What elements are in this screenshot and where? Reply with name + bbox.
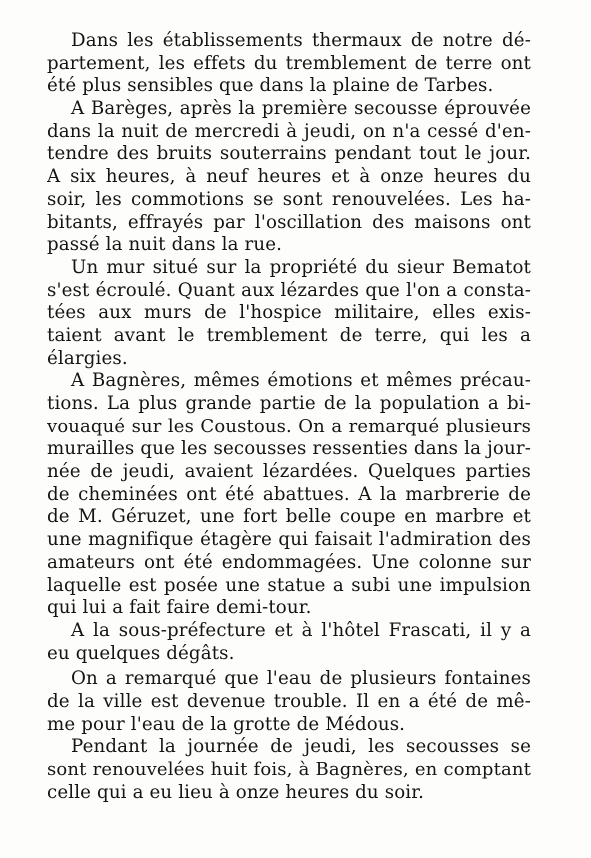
text-line: eu quelques dégâts. [47, 642, 235, 664]
text-line: laquelle est posée une statue a subi une impulsion [47, 574, 531, 596]
text-line: de la ville est devenue trouble. Il en a été de mê- [47, 690, 531, 712]
paragraph-bareges [47, 98, 531, 257]
text-line: A Barèges, après la première secousse éprouvée [71, 98, 531, 120]
text-line: tions. La plus grande partie de la population a bi- [47, 393, 531, 414]
text-line: été plus sensibles que dans la plaine de Tarbes. [47, 75, 494, 97]
paragraph-bagneres [47, 370, 531, 620]
text-line: Pendant la journée de jeudi, les secousses se [71, 736, 531, 758]
text-line: de cheminées ont été abattues. A la marbrerie de [47, 483, 531, 505]
text-line: celle qui a eu lieu à onze heures du soir. [47, 781, 425, 803]
text-line: vouaqué sur les Coustous. On a remarqué plusieurs [47, 415, 531, 437]
text-line: murailles que les secousses ressenties dans la jour- [47, 438, 531, 460]
text-line: née de jeudi, avaient lézardées. Quelques parties [47, 461, 531, 483]
text-line: tées aux murs de l'hospice militaire, elles exis- [47, 302, 531, 324]
text-line: tendre des bruits souterrains pendant tout le jour. [47, 143, 531, 165]
paragraph-thursday-shocks [47, 736, 531, 804]
text-line: A Bagnères, mêmes émotions et mêmes précau- [71, 370, 531, 392]
text-line: On a remarqué que l'eau de plusieurs fontaines [71, 668, 531, 690]
text-line: A six heures, à neuf heures et à onze heures du [47, 166, 531, 188]
text-line: qui lui a fait faire demi-tour. [47, 597, 312, 619]
text-line: passé la nuit dans la rue. [47, 234, 283, 256]
paragraph-wall-collapse [47, 257, 531, 370]
text-line: me pour l'eau de la grotte de Médous. [47, 713, 406, 735]
text-line: dans la nuit de mercredi à jeudi, on n'a cessé d'en- [47, 120, 531, 142]
text-line: taient avant le tremblement de terre, qui les a [47, 324, 531, 346]
paragraph-fountains [47, 668, 531, 736]
text-line: partement, les effets du tremblement de terre ont [47, 52, 531, 74]
text-line: élargies. [47, 347, 128, 369]
paragraph-sub-prefecture [47, 620, 531, 665]
paragraph-thermal-establishments [47, 30, 531, 98]
text-line: soir, les commotions se sont renouvelées. Les ha- [47, 188, 531, 210]
text-line: A la sous-préfecture et à l'hôtel Frascati, il y a [71, 619, 531, 641]
text-line: sont renouvelées huit fois, à Bagnères, en comptant [47, 759, 531, 780]
text-line: amateurs ont été endommagées. Une colonne sur [47, 551, 531, 573]
text-line: une magnifique étagère qui faisait l'admiration des [47, 529, 531, 551]
text-line: bitants, effrayés par l'oscillation des maisons ont [47, 211, 531, 233]
text-line: s'est écroulé. Quant aux lézardes que l'on a consta- [47, 279, 531, 301]
text-line: de M. Géruzet, une fort belle coupe en marbre et [47, 506, 531, 528]
article-column [47, 30, 531, 804]
text-line: Un mur situé sur la propriété du sieur Bematot [71, 256, 531, 278]
text-line: Dans les établissements thermaux de notre dé- [71, 30, 531, 51]
